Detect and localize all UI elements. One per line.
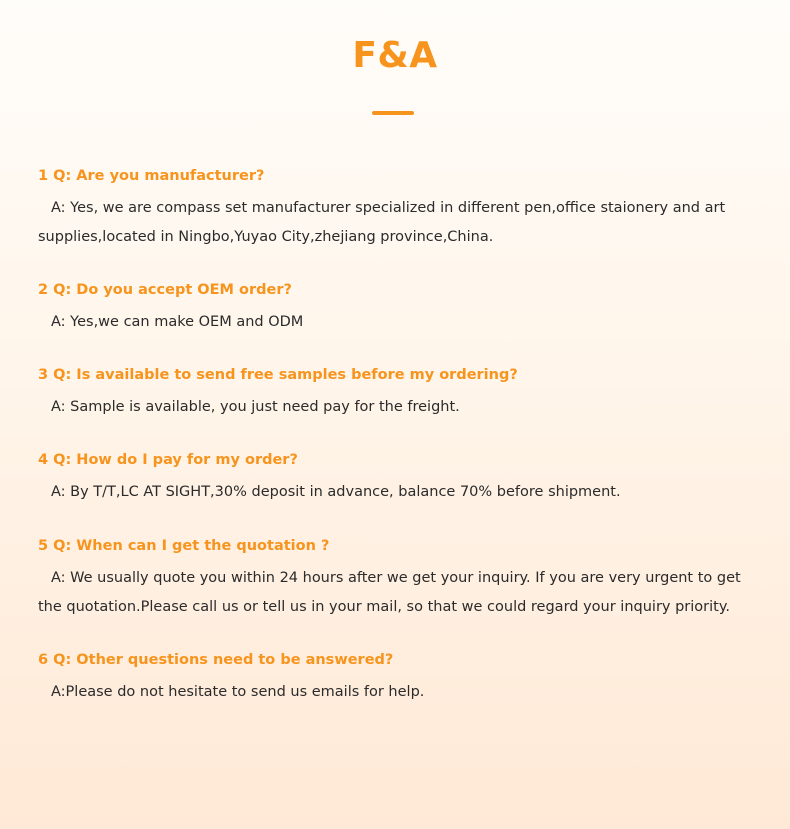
- faq-item-6: [38, 649, 758, 707]
- faq-question-1: 1 Q: Are you manufacturer?: [38, 168, 265, 184]
- faq-item-4: [38, 449, 758, 507]
- title-divider: [372, 111, 414, 115]
- faq-question-2: 2 Q: Do you accept OEM order?: [38, 282, 292, 298]
- faq-item-2: [38, 279, 758, 337]
- faq-question-5: 5 Q: When can I get the quotation ?: [38, 538, 330, 554]
- faq-item-3: [38, 364, 758, 422]
- page-title: F&A: [352, 35, 438, 76]
- faq-answer-2: A: Yes,we can make OEM and ODM: [51, 314, 304, 330]
- faq-answer-1: A: Yes, we are compass set manufacturer specialized in different pen,office staionery and art supplies,located in Ningbo,Yuyao City,zhejiang province,China.: [38, 200, 726, 245]
- faq-question-3: 3 Q: Is available to send free samples before my ordering?: [38, 367, 518, 383]
- faq-answer-3: A: Sample is available, you just need pay for the freight.: [51, 399, 460, 415]
- faq-item-1: [38, 165, 758, 252]
- faq-answer-6: A:Please do not hesitate to send us emails for help.: [51, 684, 425, 700]
- faq-question-6: 6 Q: Other questions need to be answered?: [38, 652, 394, 668]
- faq-question-4: 4 Q: How do I pay for my order?: [38, 452, 298, 468]
- faq-answer-4: A: By T/T,LC AT SIGHT,30% deposit in advance, balance 70% before shipment.: [51, 484, 621, 500]
- faq-item-5: [38, 535, 758, 622]
- faq-answer-5: A: We usually quote you within 24 hours after we get your inquiry. If you are very urgent to get the quotation.Please call us or tell us in your mail, so that we could regard your inquiry priority.: [38, 570, 741, 615]
